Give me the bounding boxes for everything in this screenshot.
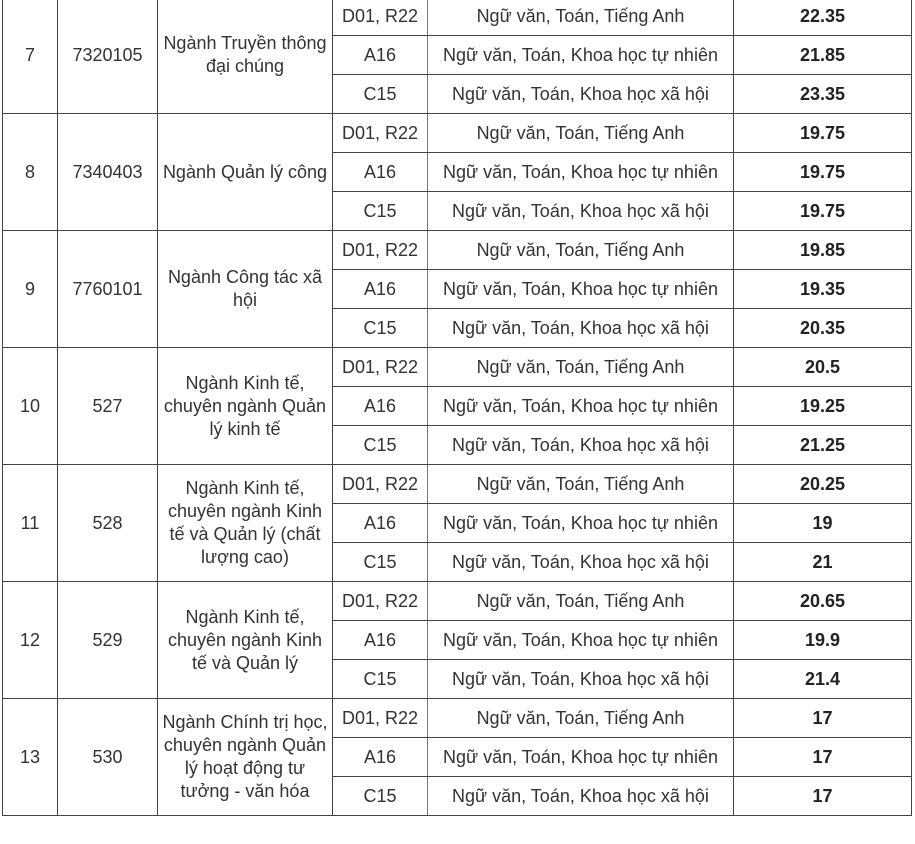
major-name-cell: Ngành Kinh tế, chuyên ngành Quản lý kinh tế	[158, 348, 333, 465]
major-code-cell: 7760101	[58, 231, 158, 348]
stt-cell: 8	[3, 114, 58, 231]
subject-combination-cell: Ngữ văn, Toán, Tiếng Anh	[428, 699, 734, 738]
subject-combination-cell: Ngữ văn, Toán, Khoa học xã hội	[428, 426, 734, 465]
subject-combination-cell: Ngữ văn, Toán, Tiếng Anh	[428, 114, 734, 153]
subject-block-cell: A16	[333, 387, 428, 426]
subject-combination-cell: Ngữ văn, Toán, Khoa học tự nhiên	[428, 504, 734, 543]
major-name-cell: Ngành Kinh tế, chuyên ngành Kinh tế và Quản lý (chất lượng cao)	[158, 465, 333, 582]
table-row	[3, 582, 912, 621]
table-row	[3, 465, 912, 504]
subject-block-cell: C15	[333, 309, 428, 348]
subject-combination-cell: Ngữ văn, Toán, Khoa học xã hội	[428, 75, 734, 114]
cutoff-score-cell: 19.25	[734, 387, 912, 426]
subject-block-cell: A16	[333, 621, 428, 660]
subject-combination-cell: Ngữ văn, Toán, Khoa học tự nhiên	[428, 387, 734, 426]
cutoff-score-cell: 20.65	[734, 582, 912, 621]
subject-block-cell: D01, R22	[333, 465, 428, 504]
subject-block-cell: A16	[333, 153, 428, 192]
cutoff-score-cell: 21.4	[734, 660, 912, 699]
major-code-cell: 528	[58, 465, 158, 582]
subject-block-cell: A16	[333, 504, 428, 543]
cutoff-score-cell: 19.85	[734, 231, 912, 270]
stt-cell: 9	[3, 231, 58, 348]
cutoff-score-cell: 17	[734, 738, 912, 777]
major-name-cell: Ngành Quản lý công	[158, 114, 333, 231]
subject-combination-cell: Ngữ văn, Toán, Khoa học xã hội	[428, 777, 734, 816]
major-name-cell: Ngành Chính trị học, chuyên ngành Quản lý hoạt động tư tưởng - văn hóa	[158, 699, 333, 816]
stt-cell: 10	[3, 348, 58, 465]
subject-combination-cell: Ngữ văn, Toán, Khoa học tự nhiên	[428, 270, 734, 309]
cutoff-score-cell: 23.35	[734, 75, 912, 114]
subject-combination-cell: Ngữ văn, Toán, Tiếng Anh	[428, 582, 734, 621]
table-row	[3, 699, 912, 738]
cutoff-score-cell: 19.75	[734, 192, 912, 231]
subject-combination-cell: Ngữ văn, Toán, Khoa học xã hội	[428, 192, 734, 231]
major-name-cell: Ngành Công tác xã hội	[158, 231, 333, 348]
major-code-cell: 7320105	[58, 0, 158, 114]
cutoff-score-cell: 17	[734, 777, 912, 816]
subject-block-cell: D01, R22	[333, 114, 428, 153]
cutoff-score-cell: 19.75	[734, 114, 912, 153]
subject-combination-cell: Ngữ văn, Toán, Khoa học tự nhiên	[428, 36, 734, 75]
cutoff-score-cell: 21	[734, 543, 912, 582]
table-row	[3, 0, 912, 36]
cutoff-score-cell: 19	[734, 504, 912, 543]
subject-block-cell: C15	[333, 777, 428, 816]
major-code-cell: 529	[58, 582, 158, 699]
subject-block-cell: D01, R22	[333, 582, 428, 621]
subject-combination-cell: Ngữ văn, Toán, Tiếng Anh	[428, 348, 734, 387]
cutoff-score-cell: 17	[734, 699, 912, 738]
subject-block-cell: C15	[333, 543, 428, 582]
subject-block-cell: A16	[333, 36, 428, 75]
stt-cell: 13	[3, 699, 58, 816]
subject-combination-cell: Ngữ văn, Toán, Khoa học xã hội	[428, 660, 734, 699]
cutoff-score-cell: 22.35	[734, 0, 912, 36]
subject-block-cell: C15	[333, 75, 428, 114]
subject-combination-cell: Ngữ văn, Toán, Khoa học tự nhiên	[428, 738, 734, 777]
subject-block-cell: D01, R22	[333, 231, 428, 270]
subject-block-cell: A16	[333, 738, 428, 777]
subject-block-cell: C15	[333, 660, 428, 699]
cutoff-score-cell: 21.85	[734, 36, 912, 75]
cutoff-score-cell: 19.9	[734, 621, 912, 660]
subject-combination-cell: Ngữ văn, Toán, Tiếng Anh	[428, 0, 734, 36]
subject-block-cell: A16	[333, 270, 428, 309]
major-name-cell: Ngành Kinh tế, chuyên ngành Kinh tế và Quản lý	[158, 582, 333, 699]
subject-block-cell: C15	[333, 426, 428, 465]
major-name-cell: Ngành Truyền thông đại chúng	[158, 0, 333, 114]
subject-block-cell: D01, R22	[333, 699, 428, 738]
subject-combination-cell: Ngữ văn, Toán, Tiếng Anh	[428, 465, 734, 504]
subject-block-cell: D01, R22	[333, 0, 428, 36]
subject-combination-cell: Ngữ văn, Toán, Khoa học tự nhiên	[428, 153, 734, 192]
subject-combination-cell: Ngữ văn, Toán, Khoa học xã hội	[428, 543, 734, 582]
stt-cell: 7	[3, 0, 58, 114]
cutoff-score-cell: 20.35	[734, 309, 912, 348]
major-code-cell: 527	[58, 348, 158, 465]
table-row	[3, 231, 912, 270]
subject-combination-cell: Ngữ văn, Toán, Khoa học tự nhiên	[428, 621, 734, 660]
admissions-score-table	[2, 0, 912, 816]
cutoff-score-cell: 21.25	[734, 426, 912, 465]
major-code-cell: 530	[58, 699, 158, 816]
subject-combination-cell: Ngữ văn, Toán, Khoa học xã hội	[428, 309, 734, 348]
table-row	[3, 114, 912, 153]
subject-block-cell: C15	[333, 192, 428, 231]
table-row	[3, 348, 912, 387]
stt-cell: 11	[3, 465, 58, 582]
subject-combination-cell: Ngữ văn, Toán, Tiếng Anh	[428, 231, 734, 270]
subject-block-cell: D01, R22	[333, 348, 428, 387]
stt-cell: 12	[3, 582, 58, 699]
major-code-cell: 7340403	[58, 114, 158, 231]
cutoff-score-cell: 19.75	[734, 153, 912, 192]
cutoff-score-cell: 19.35	[734, 270, 912, 309]
cutoff-score-cell: 20.5	[734, 348, 912, 387]
table-body	[3, 0, 912, 816]
cutoff-score-cell: 20.25	[734, 465, 912, 504]
